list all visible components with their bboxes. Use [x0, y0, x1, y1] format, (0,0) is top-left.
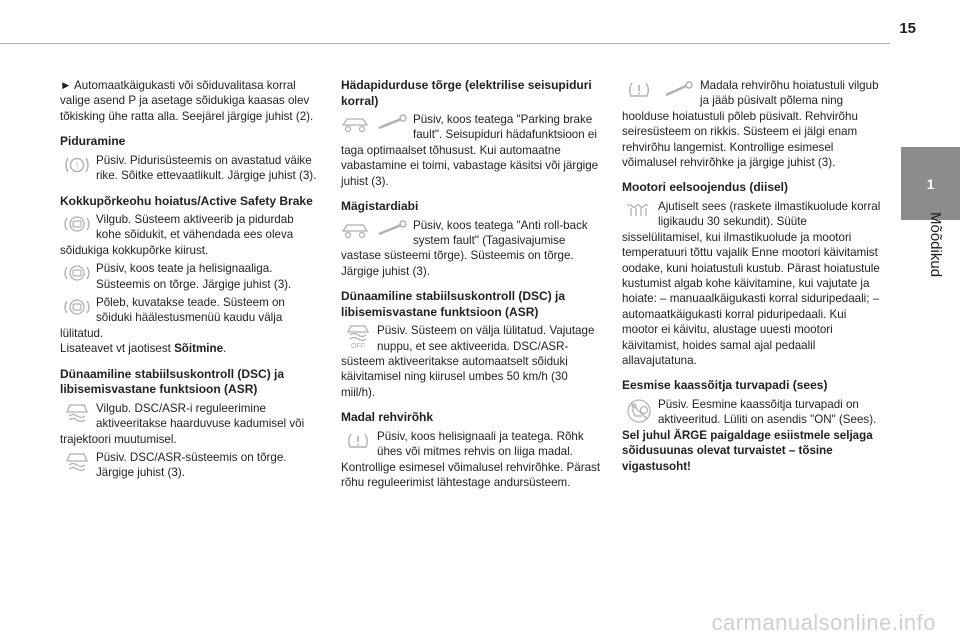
chapter-tab[interactable]: 1 [901, 147, 960, 220]
heading-emergency-brake: Hädapidurduse tõrge (elektrilise seisupiduri korral) [341, 78, 592, 108]
entry-collision-3 [60, 295, 320, 341]
svg-text:!: ! [75, 160, 79, 171]
entry-dsc-1 [60, 401, 320, 447]
entry-hill-start-text: Püsiv, koos teatega "Anti roll-back system fault" (Tagasivajumise vastase süsteemi tõrge). Süsteemis on tõrge. Järgige juhist (3). [341, 218, 588, 278]
entry-preheating-text: Ajutiselt sees (raskete ilmastikuolude korral ligikaudu 30 sekundit). Süüte sisselülitamisel, kui ilmastikuolude ja mootori temperatuuri tõttu vajalik Enne mootori käivitamist oodake, kuni hoiatustuli kustub. Pärast hoiatustule kustumist algab kohe käivitamine, kui vajutate ja hoiate: – manuaalkäigukasti korral siduripedaali; – automaatkäigukasti korral piduripedaali. Kui mootor ei käivitu, alustage uuesti mootori käivitamist, hoides samal ajal pedaalil allavajutatuna. [622, 199, 881, 367]
car-wrench-icon [341, 219, 411, 241]
entry-braking-text: Püsiv. Pidurisüsteemis on avastatud väike rike. Sõitke ettevaatlikult. Järgige juhist (3). [96, 153, 317, 183]
column-left [60, 78, 320, 481]
page-number: 15 [899, 20, 916, 37]
heading-low-tyre: Madal rehvirõhk [341, 410, 434, 425]
column-right [622, 78, 882, 474]
collision-fault-icon [60, 262, 94, 284]
car-wrench-icon [341, 113, 411, 135]
wrench-icon [662, 79, 698, 101]
airbag-icon [622, 398, 656, 420]
heading-airbag: Eesmise kaassõitja turvapadi (sees) [622, 378, 828, 393]
intro-text: ► Automaatkäigukasti või sõiduvalitasa korral valige asend P ja asetage sõidukiga kaasas olev tõkisking ühe ratta alla. Seejärel järgige juhist (2). [60, 79, 314, 123]
collision-note: Lisateavet vt jaotisest Sõitmine. [60, 342, 227, 356]
entry-emergency-brake [341, 112, 601, 189]
heading-dsc-1: Dünaamiline stabiilsuskontroll (DSC) ja libisemisvastane funktsioon (ASR) [60, 366, 285, 397]
brake-warning-icon [60, 154, 94, 176]
entry-low-tyre-text: Püsiv, koos helisignaali ja teatega. Rõhk ühes või mitmes rehvis on liiga madal. Kontrollige esimesel võimalusel rehvirõhke. Pärast rõhu reguleerimist lähtestage andursüsteem. [341, 429, 601, 489]
entry-tyre-fault [622, 78, 882, 170]
collision-off-icon [60, 296, 94, 318]
entry-collision-2 [60, 261, 320, 292]
entry-dsc-2-text: Püsiv. DSC/ASR-süsteemis on tõrge. Järgige juhist (3). [96, 450, 287, 480]
entry-tyre-fault-text: Madala rehvirõhu hoiatustuli vilgub ja jääb püsivalt põlema ning hoolduse hoiatustuli põleb püsivalt. Rehvirõhu seiresüsteem on rikkis. Süsteem ei jälgi enam rehvirõhu langemist. Kontrollige esimesel võimalusel rehvirõhke ja järgige juhist (3). [622, 79, 879, 170]
heading-collision: Kokkupõrkeohu hoiatus/Active Safety Brake [60, 193, 313, 208]
entry-preheating [622, 199, 882, 368]
entry-collision-1-text: Vilgub. Süsteem aktiveerib ja pidurdab kohe sõidukit, et vähendada ees oleva sõidukiga kokkupõrke kiirust. [60, 213, 294, 257]
entry-dsc-1-text: Vilgub. DSC/ASR-i reguleerimine aktiveeritakse haarduvuse kadumisel või trajektoori muutumisel. [60, 401, 305, 446]
heading-preheating: Mootori eelsoojendus (diisel) [622, 180, 789, 195]
entry-airbag-text: Püsiv. Eesmine kaassõitja turvapadi on aktiveeritud. Lüliti on asendis "ON" (Sees). [658, 397, 877, 427]
off-label: OFF [351, 343, 365, 351]
heading-hill-start: Mägistardiabi [341, 199, 419, 214]
tyre-pressure-icon [622, 79, 660, 101]
entry-airbag [622, 397, 882, 428]
driving-link[interactable]: Sõitmine [174, 342, 224, 356]
entry-collision-2-text: Püsiv, koos teate ja helisignaaliga. Süsteemis on tõrge. Järgige juhist (3). [96, 262, 292, 291]
tyre-pressure-icon [341, 430, 375, 452]
entry-collision-1 [60, 212, 320, 258]
collision-warning-icon [60, 213, 94, 235]
entry-hill-start [341, 218, 601, 280]
entry-braking [60, 153, 320, 184]
chapter-title: Mõõdikud [927, 212, 944, 278]
top-divider [0, 43, 890, 44]
entry-dsc-2 [60, 450, 320, 481]
dsc-off-icon [341, 324, 375, 351]
watermark: carmanualsonline.info [711, 610, 936, 635]
entry-dsc-off [341, 323, 601, 400]
airbag-warning: Sel juhul ÄRGE paigaldage esiistmele seljaga sõidusuunas olevat turvaistet – tõsine vigastusoht! [622, 428, 873, 473]
glow-plug-icon [622, 200, 656, 222]
entry-collision-3-text: Põleb, kuvatakse teade. Süsteem on sõiduki häälestusmenüü kaudu välja lülitatud. [60, 296, 285, 340]
heading-braking: Piduramine [60, 134, 126, 149]
heading-dsc-2: Dünaamiline stabiilsuskontroll (DSC) ja libisemisvastane funktsioon (ASR) [341, 289, 566, 319]
entry-dsc-off-text: Püsiv. Süsteem on välja lülitatud. Vajutage nuppu, et see aktiveerida. DSC/ASR-süsteem aktiveeritakse automaatselt sõiduki käivitamisel ning kiirusel umbes 50 km/h (30 miil/h). [341, 324, 595, 399]
skidding-car-icon [60, 402, 94, 424]
column-middle [341, 78, 601, 490]
entry-low-tyre [341, 429, 601, 491]
skidding-car-fault-icon [60, 451, 94, 473]
entry-emergency-brake-text: Püsiv, koos teatega "Parking brake fault". Seisupiduri hädafunktsioon ei taga optimaalset tõhusust. Kui automaatne vabastamine ei toimi, vabastage käsitsi või järgige juhist (3). [341, 113, 599, 188]
